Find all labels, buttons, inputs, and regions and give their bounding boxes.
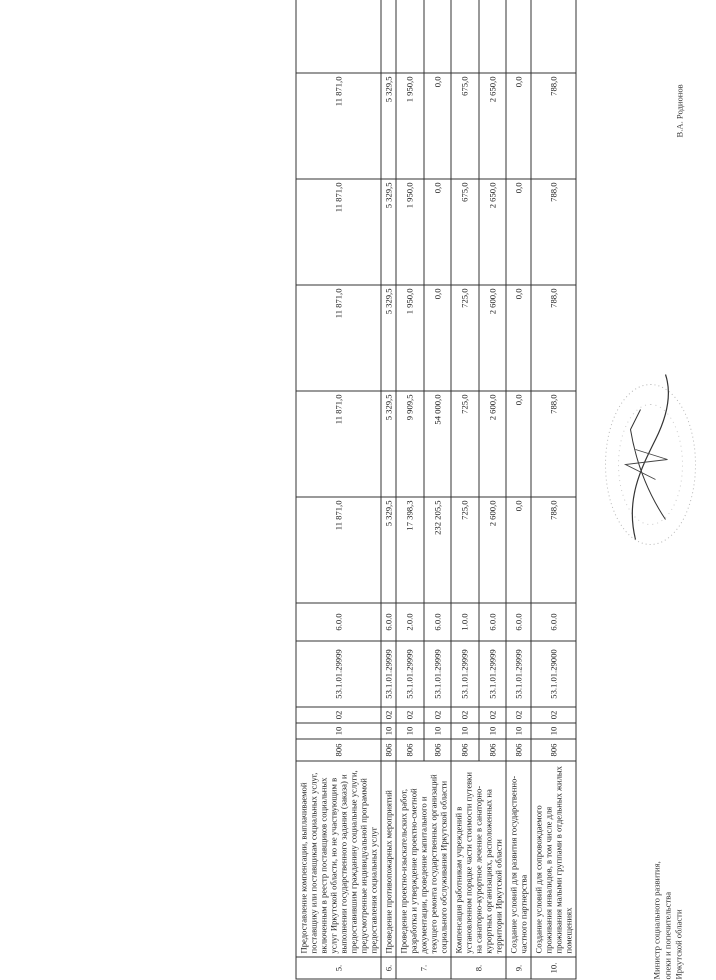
- amount-cell: 725,0: [451, 391, 479, 497]
- amount-cell: [451, 0, 479, 73]
- amount-cell: 0,0: [506, 391, 531, 497]
- row-name-cell: Проведение проектно-изыскательских работ, разработка и утверждение проектно-сметной документации, проведение капитального и текущего ремонта государственных организаций социального обслуживания Иркутской области: [396, 761, 451, 957]
- grbs-code-cell: 806: [424, 739, 452, 761]
- subsection-code-cell: 02: [381, 707, 396, 723]
- budget-table: [296, 0, 577, 980]
- amount-cell: [506, 0, 531, 73]
- amount-cell: 675,0: [451, 179, 479, 285]
- row-name-cell: Предоставление компенсации, выплачиваемой поставщику или поставщикам социальных услуг, включенным в реестр поставщиков социальных услуг Иркутской области, но не участвующим в выполнении государственного задания (заказа) и предоставившим гражданину социальные услуги, предусмотренные индивидуальной программой предоставления социальных услуг: [296, 761, 381, 957]
- section-code-cell: 10: [451, 723, 479, 739]
- amount-cell: 788,0: [531, 391, 576, 497]
- amount-cell: [381, 0, 396, 73]
- section-code-cell: 10: [396, 723, 424, 739]
- target-article-cell: 53.1.01.29999: [506, 641, 531, 707]
- amount-cell: [396, 0, 424, 73]
- amount-cell: 0,0: [506, 179, 531, 285]
- amount-cell: 11 871,0: [296, 179, 381, 285]
- amount-cell: 0,0: [506, 497, 531, 603]
- amount-cell: 2 650,0: [479, 73, 507, 179]
- amount-cell: 1 950,0: [396, 285, 424, 391]
- amount-cell: 2 600,0: [479, 285, 507, 391]
- amount-cell: 0,0: [506, 73, 531, 179]
- amount-cell: 5 329,5: [381, 73, 396, 179]
- grbs-code-cell: 806: [381, 739, 396, 761]
- amount-cell: 675,0: [451, 73, 479, 179]
- amount-cell: 5 329,5: [381, 179, 396, 285]
- amount-cell: 0,0: [424, 285, 452, 391]
- row-name-cell: Создание условий для сопровождаемого проживания инвалидов, в том числе для проживания малыми группами в отдельных жилых помещениях: [531, 761, 576, 957]
- expense-type-cell: 6.0.0: [506, 603, 531, 641]
- target-article-cell: 53.1.01.29999: [424, 641, 452, 707]
- row-number-cell: 5.: [296, 957, 381, 979]
- expense-type-cell: 6.0.0: [479, 603, 507, 641]
- amount-cell: [296, 0, 381, 73]
- grbs-code-cell: 806: [396, 739, 424, 761]
- target-article-cell: 53.1.01.29999: [396, 641, 424, 707]
- subsection-code-cell: 02: [396, 707, 424, 723]
- table-row: [506, 0, 531, 979]
- amount-cell: 11 871,0: [296, 497, 381, 603]
- amount-cell: 788,0: [531, 497, 576, 603]
- row-number-cell: 10.: [531, 957, 576, 979]
- amount-cell: 0,0: [506, 285, 531, 391]
- section-code-cell: 10: [296, 723, 381, 739]
- subsection-code-cell: 02: [451, 707, 479, 723]
- amount-cell: 11 871,0: [296, 391, 381, 497]
- amount-cell: 1 950,0: [396, 73, 424, 179]
- row-name-cell: Проведение противопожарных мероприятий: [381, 761, 396, 957]
- amount-cell: [424, 0, 452, 73]
- amount-cell: 725,0: [451, 285, 479, 391]
- row-name-cell: Компенсация работникам учреждений в установленном порядке части стоимости путевки на санаторно-курортное лечение в санаторно-курортных организациях, расположенных на территории Иркутской области: [451, 761, 506, 957]
- expense-type-cell: 6.0.0: [424, 603, 452, 641]
- amount-cell: 11 871,0: [296, 73, 381, 179]
- grbs-code-cell: 806: [506, 739, 531, 761]
- amount-cell: 2 600,0: [479, 391, 507, 497]
- target-article-cell: 53.1.01.29999: [479, 641, 507, 707]
- subsection-code-cell: 02: [531, 707, 576, 723]
- amount-cell: 1 950,0: [396, 179, 424, 285]
- row-number-cell: 9.: [506, 957, 531, 979]
- expense-type-cell: 2.0.0: [396, 603, 424, 641]
- expense-type-cell: 6.0.0: [531, 603, 576, 641]
- amount-cell: 2 600,0: [479, 497, 507, 603]
- row-number-cell: 8.: [451, 957, 506, 979]
- signature-name: В.А. Родионов: [674, 84, 685, 138]
- target-article-cell: 53.1.01.29000: [531, 641, 576, 707]
- subsection-code-cell: 02: [296, 707, 381, 723]
- subsection-code-cell: 02: [424, 707, 452, 723]
- grbs-code-cell: 806: [451, 739, 479, 761]
- table-row: [296, 0, 381, 979]
- amount-cell: 17 398,3: [396, 497, 424, 603]
- subsection-code-cell: 02: [506, 707, 531, 723]
- amount-cell: 5 329,5: [381, 391, 396, 497]
- grbs-code-cell: 806: [479, 739, 507, 761]
- table-row: [381, 0, 396, 979]
- section-code-cell: 10: [506, 723, 531, 739]
- target-article-cell: 53.1.01.29999: [381, 641, 396, 707]
- subsection-code-cell: 02: [479, 707, 507, 723]
- amount-cell: 0,0: [424, 179, 452, 285]
- amount-cell: 5 329,5: [381, 285, 396, 391]
- amount-cell: 54 000,0: [424, 391, 452, 497]
- row-name-cell: Создание условий для развития государственно-частного партнерства: [506, 761, 531, 957]
- signature-position-1: Министр социального развития,: [651, 861, 662, 980]
- section-code-cell: 10: [479, 723, 507, 739]
- section-code-cell: 10: [381, 723, 396, 739]
- rotated-page: [296, 0, 716, 980]
- section-code-cell: 10: [424, 723, 452, 739]
- expense-type-cell: 6.0.0: [296, 603, 381, 641]
- amount-cell: 232 205,5: [424, 497, 452, 603]
- amount-cell: 788,0: [531, 179, 576, 285]
- section-code-cell: 10: [531, 723, 576, 739]
- signature-position-3: Иркутской области: [673, 909, 684, 980]
- amount-cell: 0,0: [424, 73, 452, 179]
- signature-stamp-icon: [596, 360, 706, 560]
- expense-type-cell: 6.0.0: [381, 603, 396, 641]
- row-number-cell: 7.: [396, 957, 451, 979]
- table-row: [451, 0, 479, 979]
- amount-cell: 5 329,5: [381, 497, 396, 603]
- amount-cell: 788,0: [531, 73, 576, 179]
- amount-cell: [479, 0, 507, 73]
- table-row: [396, 0, 424, 979]
- amount-cell: 788,0: [531, 285, 576, 391]
- amount-cell: 725,0: [451, 497, 479, 603]
- signature-block: [652, 861, 685, 979]
- grbs-code-cell: 806: [531, 739, 576, 761]
- row-number-cell: 6.: [381, 957, 396, 979]
- grbs-code-cell: 806: [296, 739, 381, 761]
- table-body: [296, 0, 576, 979]
- target-article-cell: 53.1.01.29999: [296, 641, 381, 707]
- table-row: [531, 0, 576, 979]
- target-article-cell: 53.1.01.29999: [451, 641, 479, 707]
- expense-type-cell: 1.0.0: [451, 603, 479, 641]
- amount-cell: [531, 0, 576, 73]
- amount-cell: 9 909,5: [396, 391, 424, 497]
- amount-cell: 11 871,0: [296, 285, 381, 391]
- amount-cell: 2 650,0: [479, 179, 507, 285]
- signature-position-2: опеки и попечительства: [662, 891, 673, 980]
